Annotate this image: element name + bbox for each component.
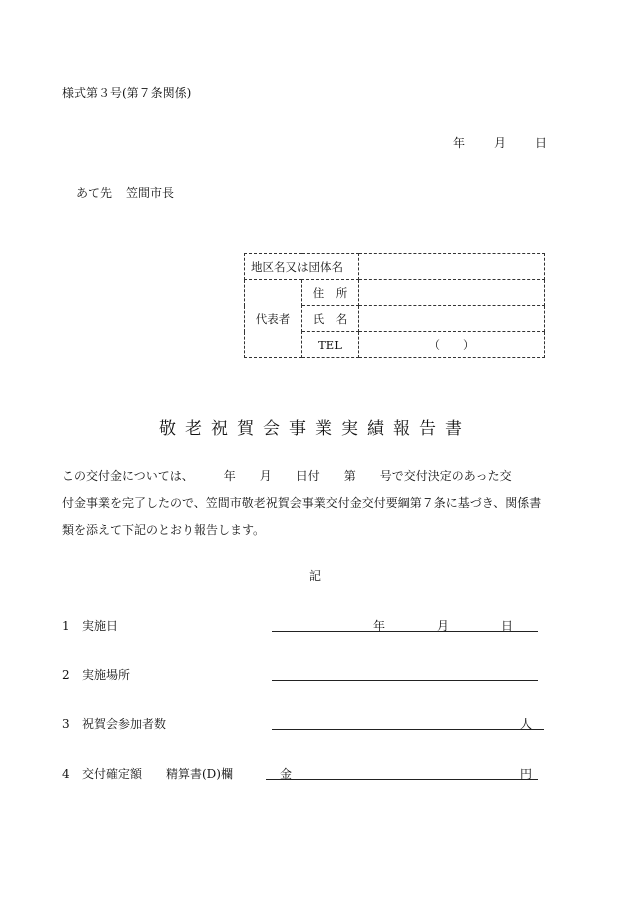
item-2-field[interactable] bbox=[272, 666, 538, 681]
item-1-month: 月 bbox=[437, 619, 450, 633]
addressee bbox=[76, 184, 174, 201]
item-4 bbox=[62, 765, 233, 782]
item-1-field[interactable] bbox=[272, 617, 538, 632]
item-2 bbox=[62, 666, 130, 683]
rep-label: 代表者 bbox=[245, 280, 302, 358]
item-4-prefix: 金 bbox=[280, 767, 293, 781]
item-4-number: 4 bbox=[62, 767, 70, 781]
tel-field[interactable]: （ ） bbox=[359, 332, 545, 358]
org-row bbox=[245, 254, 545, 280]
item-1-year: 年 bbox=[373, 619, 386, 633]
item-1-day: 日 bbox=[501, 619, 514, 633]
item-4-unit: 円 bbox=[520, 767, 533, 781]
tel-label: TEL bbox=[302, 332, 359, 358]
org-label: 地区名又は団体名 bbox=[245, 254, 359, 280]
address-row bbox=[245, 280, 545, 306]
body-line-1: この交付金については、 年 月 日付 第 号で交付決定のあった交 bbox=[62, 469, 512, 483]
item-1-number: 1 bbox=[62, 619, 70, 633]
body-line-2: 付金事業を完了したので、笠間市敬老祝賀会事業交付金交付要綱第７条に基づき、関係書 bbox=[62, 496, 542, 510]
name-label: 氏 名 bbox=[302, 306, 359, 332]
item-1-label: 実施日 bbox=[82, 619, 119, 633]
date-month: 月 bbox=[494, 136, 507, 150]
name-field[interactable] bbox=[359, 306, 545, 332]
item-4-label: 交付確定額 精算書(D)欄 bbox=[82, 767, 233, 781]
date-year: 年 bbox=[453, 136, 466, 150]
item-3 bbox=[62, 715, 166, 732]
ki-heading: 記 bbox=[308, 569, 321, 583]
address-field[interactable] bbox=[359, 280, 545, 306]
date-line bbox=[453, 134, 547, 151]
item-4-field[interactable] bbox=[266, 765, 538, 780]
item-3-unit: 人 bbox=[520, 717, 533, 731]
address-label: 住 所 bbox=[302, 280, 359, 306]
date-day: 日 bbox=[535, 136, 548, 150]
item-3-label: 祝賀会参加者数 bbox=[82, 717, 167, 731]
applicant-table bbox=[244, 253, 545, 358]
body-paragraph bbox=[62, 463, 572, 544]
item-3-number: 3 bbox=[62, 717, 70, 731]
item-2-label: 実施場所 bbox=[82, 668, 131, 682]
item-3-field[interactable] bbox=[272, 715, 544, 730]
addressee-name: 笠間市長 bbox=[126, 186, 175, 200]
body-line-3: 類を添えて下記のとおり報告します。 bbox=[62, 523, 266, 537]
item-2-number: 2 bbox=[62, 668, 70, 682]
form-number: 様式第３号(第７条関係) bbox=[62, 86, 192, 100]
item-1 bbox=[62, 617, 118, 634]
document-title: 敬老祝賀会事業実績報告書 bbox=[159, 419, 471, 439]
org-field[interactable] bbox=[359, 254, 545, 280]
addressee-prefix: あて先 bbox=[76, 186, 113, 200]
